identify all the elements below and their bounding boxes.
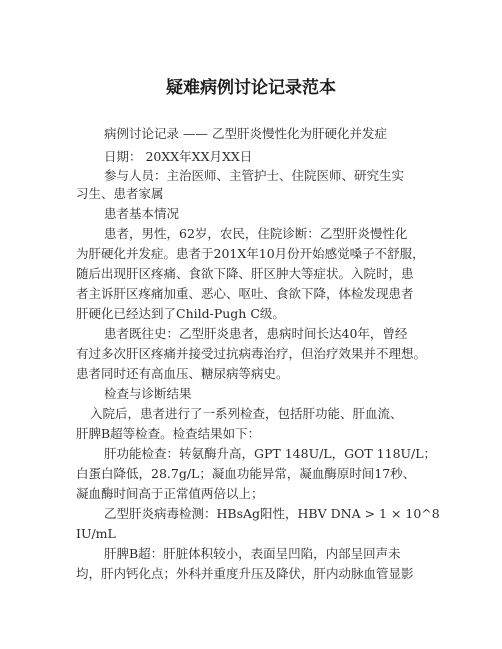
text-line: 肝脾B超：肝脏体积较小，表面呈凹陷，内部呈回声未: [104, 546, 401, 561]
text-line: 者主诉肝区疼痛加重、恶心、呕吐、食欲下降，体检发现患者: [76, 286, 414, 301]
text-line: 白蛋白降低，28.7g/L；凝血功能异常，凝血酶原时间17秒、: [76, 466, 416, 481]
document-title: 疑难病例讨论记录范本: [166, 78, 336, 98]
text-line: 随后出现肝区疼痛、食欲下降、肝区肿大等症状。入院时，患: [76, 266, 414, 281]
text-line: 患者既往史：乙型肝炎患者，患病时间长达40年，曾经: [104, 326, 408, 341]
text-line: 肝功能检查：转氨酶升高，GPT 148U/L，GOT 118U/L；: [104, 446, 437, 461]
text-line: 病例讨论记录 —— 乙型肝炎慢性化为肝硬化并发症: [104, 126, 387, 141]
text-line: 患者，男性，62岁，农民，住院诊断：乙型肝炎慢性化: [104, 226, 408, 241]
text-line: 参与人员：主治医师、主管护士、住院医师、研究生实: [104, 168, 405, 183]
text-line: IU/mL: [76, 526, 116, 541]
text-line: 为肝硬化并发症。患者于201X年10月份开始感觉嗓子不舒服，: [76, 246, 425, 261]
text-line: 肝脾B超等检查。检查结果如下：: [76, 426, 261, 441]
text-line: 凝血酶时间高于正常值两倍以上；: [76, 486, 264, 501]
text-line: 有过多次肝区疼痛并接受过抗病毒治疗，但治疗效果并不理想。: [76, 346, 427, 361]
section-heading: 检查与诊断结果: [104, 386, 192, 401]
text-line: 乙型肝炎病毒检测：HBsAg阳性，HBV DNA > 1 × 10^8: [104, 506, 440, 521]
text-line: 习生、患者家属: [76, 186, 164, 201]
text-line: 肝硬化已经达到了Child-Pugh C级。: [76, 306, 285, 321]
text-line: 患者同时还有高血压、糖尿病等病史。: [76, 366, 289, 381]
text-line: 入院后，患者进行了一系列检查，包括肝功能、肝血流、: [90, 406, 403, 421]
text-line: 日期： 20XX年XX月XX日: [104, 149, 253, 164]
section-heading: 患者基本情况: [104, 206, 180, 221]
text-line: 均，肝内钙化点；外科并重度升压及降伏，肝内动脉血管显影: [76, 566, 414, 581]
